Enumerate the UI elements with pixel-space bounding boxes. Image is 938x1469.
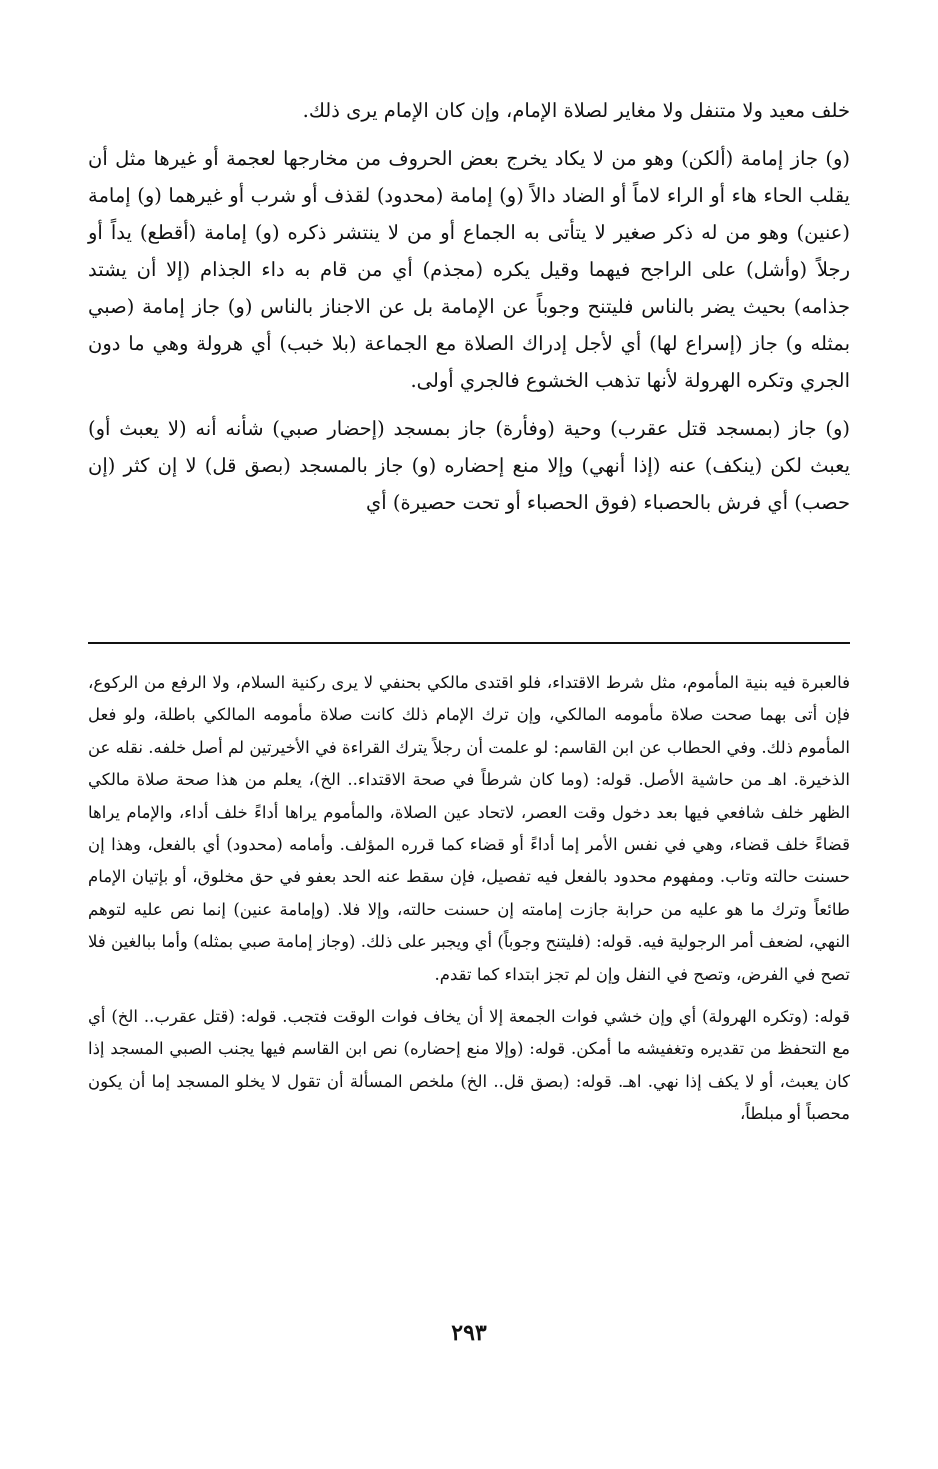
main-paragraph: (و) جاز (بمسجد قتل عقرب) وحية (وفأرة) جاز بمسجد (إحضار صبي) شأنه أنه (لا يعبث أو) يعبث لكن (ينكف) عنه (إذا أنهي) وإلا منع إحضاره (و) جاز بالمسجد (بصق قل) لا إن كثر (إن حصب) أي فرش بالحصباء (فوق الحصباء أو تحت حصيرة) أي <box>88 417 850 514</box>
main-text <box>88 92 850 521</box>
footnotes <box>88 667 850 1131</box>
page-number: ٢٩٣ <box>451 1320 487 1346</box>
main-paragraph: خلف معيد ولا متنفل ولا مغاير لصلاة الإمام، وإن كان الإمام يرى ذلك. <box>302 99 850 122</box>
footnote-divider <box>88 642 850 644</box>
footnote-paragraph: قوله: (وتكره الهرولة) أي وإن خشي فوات الجمعة إلا أن يخاف فوات الوقت فتجب. قوله: (قتل عقرب.. الخ) أي مع التحفظ من تقديره وتغفيشه ما أمكن. قوله: (وإلا منع إحضاره) نص ابن القاسم فيها يجنب الصبي المسجد إذا كان يعبث، أو لا يكف إذا نهي. اهـ. قوله: (بصق قل.. الخ) ملخص المسألة أن تقول لا يخلو المسجد إما أن يكون محصباً أو مبلطاً، <box>88 1007 850 1124</box>
book-page <box>88 92 850 1452</box>
footnote-paragraph: فالعبرة فيه بنية المأموم، مثل شرط الاقتداء، فلو اقتدى مالكي بحنفي لا يرى ركنية السلام، ولا الرفع من الركوع، فإن أتى بهما صحت صلاة مأمومه المالكي، وإن ترك الإمام ذلك كانت صلاة مأمومه المالكي باطلة، ولو فعل المأموم ذلك. وفي الحطاب عن ابن القاسم: لو علمت أن رجلاً يترك القراءة في الأخيرتين لم أصل خلفه. نقله عن الذخيرة. اهـ من حاشية الأصل. قوله: (وما كان شرطاً في صحة الاقتداء.. الخ)، يعلم من هذا صحة صلاة مالكي الظهر خلف شافعي فيها بعد دخول وقت العصر، لاتحاد عين الصلاة، والمأموم يراها أداءً خلف أداء، والإمام يراها قضاءً خلف قضاء، وهي في نفس الأمر إما أداءً أو قضاء كما قرره المؤلف. وأمامه (محدود) أي بالفعل، وهذا إن حسنت حالته وتاب. ومفهوم محدود بالفعل فيه تفصيل، فإن سقط عنه الحد بعفو في حق مخلوق، أو بإتيان الإمام طائعاً وترك ما هو عليه من حرابة جازت إمامته إن حسنت حالته، وإلا فلا. (وإمامة عنين) إنما نص عليه لتوهم النهي، لضعف أمر الرجولية فيه. قوله: (فليتنح وجوباً) أي ويجبر على ذلك. (وجاز إمامة صبي بمثله) وأما ببالغين فلا تصح في الفرض، وتصح في النفل وإن لم تجز ابتداء كما تقدم. <box>88 673 850 984</box>
main-paragraph: (و) جاز إمامة (ألكن) وهو من لا يكاد يخرج بعض الحروف من مخارجها لعجمة أو غيرها مثل أن يقلب الحاء هاء أو الراء لاماً أو الضاد دالاً (و) إمامة (محدود) لقذف أو شرب أو غيرهما (و) إمامة (عنين) وهو من له ذكر صغير لا يتأتى به الجماع أو من لا ينتشر ذكره (و) إمامة (أقطع) يداً أو رجلاً (وأشل) على الراجح فيهما وقيل يكره (مجذم) أي من قام به داء الجذام (إلا أن يشتد جذامه) بحيث يضر بالناس فليتنح وجوباً عن الإمامة بل عن الاجناز بالناس (و) جاز إمامة (صبي بمثله و) جاز (إسراع لها) أي لأجل إدراك الصلاة مع الجماعة (بلا خبب) أي هرولة وهي ما دون الجري وتكره الهرولة لأنها تذهب الخشوع فالجري أولى. <box>88 147 850 392</box>
